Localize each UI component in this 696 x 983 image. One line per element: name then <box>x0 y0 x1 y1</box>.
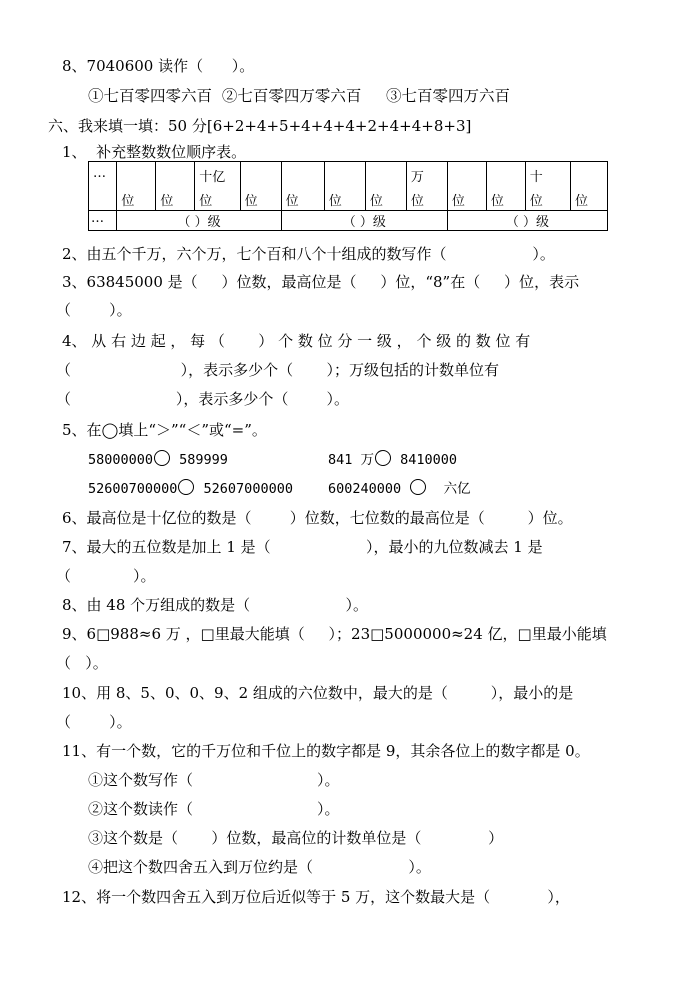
table-cell-ellipsis: … <box>89 211 117 231</box>
compare-circle[interactable] <box>375 450 391 466</box>
question-8-options: ①七百零四零六百 ②七百零四万零六百 ③七百零四万六百 <box>88 87 510 105</box>
q5b-right: 8410000 <box>400 452 458 468</box>
table-cell-class: （ ）级 <box>117 211 281 231</box>
question-5-title: 5、在◯填上“＞”“＜”或“=”。 <box>62 421 267 439</box>
section-6-title: 六、我来填一填：50 分[6+2+4+5+4+4+4+2+4+4+8+3] <box>48 117 472 135</box>
question-8b: 8、由 48 个万组成的数是（ ）。 <box>62 596 369 614</box>
question-5-b <box>328 450 457 470</box>
question-11-d: ④把这个数四舍五入到万位约是（ ）。 <box>88 858 431 876</box>
q5b-left: 841 万 <box>328 452 375 468</box>
question-5-a <box>88 450 228 470</box>
table-cell-bottom: 位 <box>160 194 174 209</box>
question-11-c: ③这个数是（ ）位数，最高位的计数单位是（ ） <box>88 829 504 847</box>
table-cell-bottom: 位 <box>121 194 135 209</box>
q5a-left: 58000000 <box>88 452 154 468</box>
question-1-title: 1、 补充整数数位顺序表。 <box>62 143 247 161</box>
table-cell-bottom: 位 <box>529 194 543 209</box>
q5d-left: 600240000 <box>328 481 402 497</box>
q5d-right: 六亿 <box>443 481 471 497</box>
table-cell-bottom: 位 <box>328 194 342 209</box>
table-cell-top: 十 <box>529 170 543 185</box>
table-cell-bottom: 位 <box>244 194 258 209</box>
q5c-left: 52600700000 <box>88 481 178 497</box>
question-7-line1: 7、最大的五位数是加上 1 是（ ），最小的九位数减去 1 是 <box>62 538 543 556</box>
question-11-b: ②这个数读作（ ）。 <box>88 800 340 818</box>
table-cell-top: 万 <box>410 170 424 185</box>
table-cell-bottom: 位 <box>451 194 465 209</box>
question-5-d <box>328 479 471 499</box>
table-cell-class: （ ）级 <box>447 211 607 231</box>
question-11-a: ①这个数写作（ ）。 <box>88 771 340 789</box>
compare-circle[interactable] <box>410 479 426 495</box>
table-cell-bottom: 位 <box>490 194 504 209</box>
table-cell-bottom: 位 <box>575 194 589 209</box>
question-4-line1: 4、 从 右 边 起 ， 每 （ ） 个 数 位 分 一 级 ， 个 级 的 数 位 有 <box>62 332 531 350</box>
question-10-line2: （ ）。 <box>56 713 132 731</box>
compare-circle[interactable] <box>154 450 170 466</box>
question-3-line1: 3、63845000 是（ ）位数，最高位是（ ）位，“8”在（ ）位，表示 <box>62 273 580 291</box>
table-cell-class: （ ）级 <box>281 211 447 231</box>
question-9-line2: （ ）。 <box>56 654 108 672</box>
question-8-stem: 8、7040600 读作（ ）。 <box>62 57 255 75</box>
table-cell-bottom: 位 <box>369 194 383 209</box>
question-7-line2: （ ）。 <box>56 567 156 585</box>
compare-circle[interactable] <box>178 479 194 495</box>
question-4-line3: （ ），表示多少个（ ）。 <box>56 390 350 408</box>
question-4-line2: （ ），表示多少个（ ）；万级包括的计数单位有 <box>56 361 500 379</box>
question-6: 6、最高位是十亿位的数是（ ）位数，七位数的最高位是（ ）位。 <box>62 509 573 527</box>
question-2: 2、由五个千万，六个万，七个百和八个十组成的数写作（ ）。 <box>62 245 555 263</box>
question-12: 12、将一个数四舍五入到万位后近似等于 5 万，这个数最大是（ ）， <box>62 888 570 906</box>
table-cell-bottom: 位 <box>199 194 213 209</box>
question-11-stem: 11、有一个数，它的千万位和千位上的数字都是 9，其余各位上的数字都是 0。 <box>62 742 590 760</box>
question-9-line1: 9、6□988≈6 万 ，□里最大能填（ ）；23□5000000≈24 亿，□里最小能填 <box>62 625 607 643</box>
table-cell-bottom: 位 <box>410 194 424 209</box>
question-10-line1: 10、用 8、5、0、0、9、2 组成的六位数中，最大的是（ ），最小的是 <box>62 684 574 702</box>
table-cell-top: 十亿 <box>199 170 226 185</box>
question-5-c <box>88 479 293 499</box>
q5c-right: 52607000000 <box>203 481 293 497</box>
q5a-right: 589999 <box>179 452 228 468</box>
place-value-table <box>88 161 608 231</box>
question-3-line2: （ ）。 <box>56 301 132 319</box>
table-cell-top: … <box>93 166 106 181</box>
table-cell-bottom: 位 <box>285 194 299 209</box>
